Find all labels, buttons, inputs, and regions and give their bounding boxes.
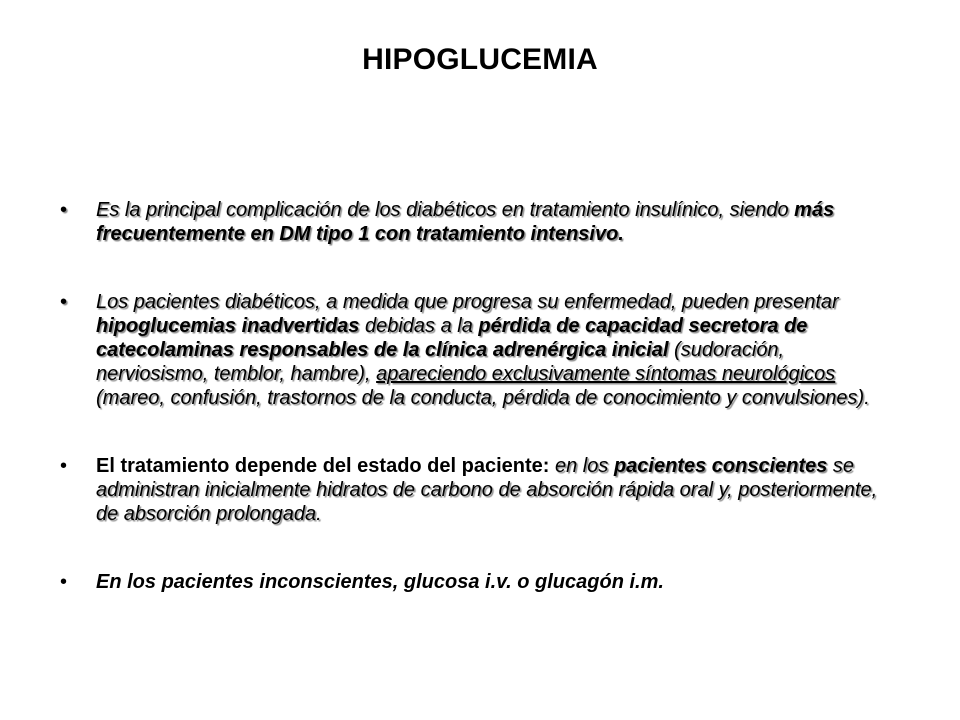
bullet-2-emphasis-a: hipoglucemias inadvertidas: [96, 315, 360, 337]
slide-title: HIPOGLUCEMIA: [362, 43, 598, 76]
bullet-1-text: Es la principal complicación de los diabéticos en tratamiento insulínico, siendo: [96, 199, 795, 221]
bullet-2-text-b: debidas a la: [359, 315, 479, 337]
bullet-item-3: [60, 454, 900, 526]
bullet-icon: •: [60, 291, 68, 313]
bullet-3-text-a: El tratamiento depende del estado del paciente:: [96, 455, 555, 477]
bullet-2-emphasis-b: pérdida de capacidad secretora de catecolaminas responsables de la clínica adrenérgica inicial: [96, 315, 808, 361]
bullet-3-text-c: se administran inicialmente hidratos de carbono de absorción rápida oral y, posteriormente, de absorción prolongada.: [96, 455, 878, 525]
bullet-item-4: [60, 570, 900, 594]
bullet-list: [60, 198, 900, 594]
bullet-icon: •: [60, 199, 68, 221]
bullet-icon: •: [60, 571, 68, 593]
bullet-2-text-c: (sudoración, nerviosismo, temblor, hambre),: [96, 339, 785, 385]
bullet-1-emphasis: más frecuentemente en DM tipo 1 con tratamiento intensivo.: [96, 199, 835, 245]
bullet-2-text-d: (mareo, confusión, trastornos de la conducta, pérdida de conocimiento y convulsiones).: [96, 387, 870, 409]
bullet-3-text-b: en los: [555, 455, 614, 477]
bullet-item-2: [60, 290, 900, 410]
bullet-item-1: [60, 198, 900, 246]
bullet-icon: •: [60, 455, 68, 477]
bullet-4-text: En los pacientes inconscientes, glucosa i.v. o glucagón i.m.: [96, 571, 664, 593]
bullet-3-emphasis: pacientes conscientes: [613, 455, 828, 477]
bullet-2-text-a: Los pacientes diabéticos, a medida que progresa su enfermedad, pueden presentar: [96, 291, 839, 313]
bullet-2-underlined: apareciendo exclusivamente síntomas neurológicos: [376, 363, 836, 385]
